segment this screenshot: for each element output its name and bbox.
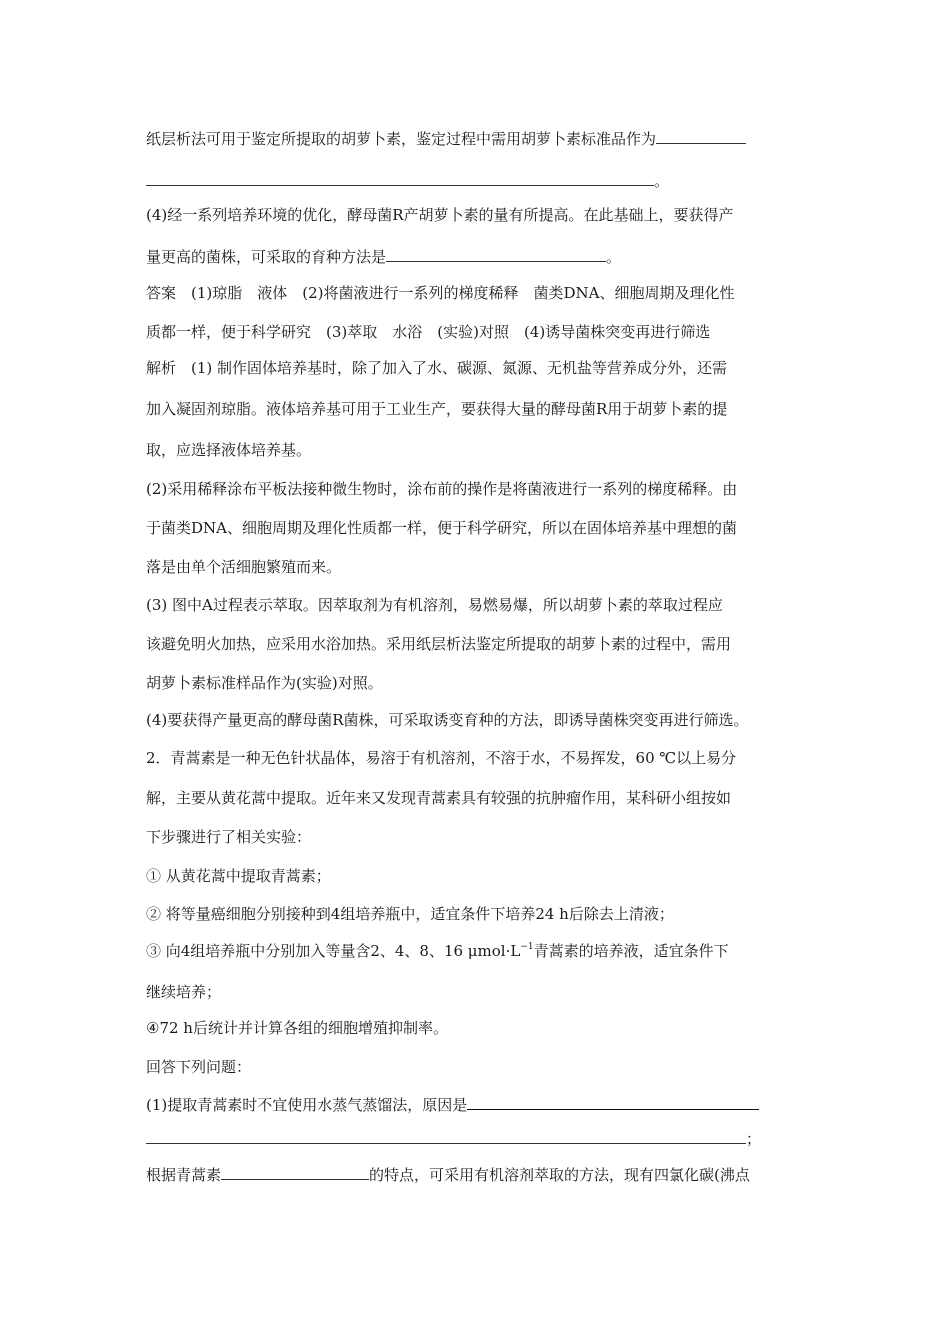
line-text: ① 从黄花蒿中提取青蒿素； — [146, 867, 331, 885]
analysis-line — [146, 595, 811, 615]
analysis-line — [146, 673, 811, 693]
analysis-line — [146, 479, 811, 499]
line-text: (3) 图中A过程表示萃取。因萃取剂为有机溶剂，易燃易爆，所以胡萝卜素的萃取过程应 — [146, 596, 723, 614]
analysis-line — [146, 358, 811, 378]
line-text: (4)要获得产量更高的酵母菌R菌株，可采取诱变育种的方法，即诱导菌株突变再进行筛选。 — [146, 711, 749, 729]
line-text: 继续培养； — [146, 983, 222, 1001]
question-line — [146, 1094, 811, 1114]
line-text: 的特点，可采用有机溶剂萃取的方法，现有四氯化碳(沸点 — [369, 1166, 750, 1184]
line-text: (2)采用稀释涂布平板法接种微生物时，涂布前的操作是将菌液进行一系列的梯度稀释。由 — [146, 480, 738, 498]
line-text: (1)提取青蒿素时不宜使用水蒸气蒸馏法，原因是 — [146, 1096, 468, 1114]
line-text: 取，应选择液体培养基。 — [146, 441, 312, 459]
answer-blank[interactable] — [221, 1164, 369, 1180]
line-text: ② 将等量癌细胞分别接种到4组培养瓶中，适宜条件下培养24 h后除去上清液； — [146, 905, 674, 923]
text-line — [146, 1057, 811, 1077]
text-line — [146, 128, 811, 148]
line-text: ③ 向4组培养瓶中分别加入等量含2、4、8、16 μmol·L — [146, 942, 521, 960]
text-line — [146, 246, 811, 266]
line-text: 答案 (1)琼脂 液体 (2)将菌液进行一系列的梯度稀释 菌类DNA、细胞周期及理化性 — [146, 284, 735, 302]
answer-line — [146, 283, 811, 303]
question-2-line — [146, 788, 811, 808]
text-line — [146, 1128, 811, 1148]
answer-blank[interactable] — [656, 128, 746, 144]
line-text: ④72 h后统计并计算各组的细胞增殖抑制率。 — [146, 1019, 448, 1037]
step-line — [146, 866, 811, 886]
line-text: 解析 (1) 制作固体培养基时，除了加入了水、碳源、氮源、无机盐等营养成分外，还需 — [146, 359, 728, 377]
step-line — [146, 982, 811, 1002]
line-text: 。 — [606, 248, 622, 266]
question-4-line — [146, 205, 811, 225]
question-2-line — [146, 748, 811, 768]
analysis-line — [146, 399, 811, 419]
line-text: 质都一样，便于科学研究 (3)萃取 水浴 (实验)对照 (4)诱导菌株突变再进行筛选 — [146, 323, 711, 341]
analysis-line — [146, 440, 811, 460]
question-2-line — [146, 827, 811, 847]
answer-blank[interactable] — [146, 1128, 746, 1144]
line-text: 落是由单个活细胞繁殖而来。 — [146, 558, 342, 576]
superscript: −1 — [520, 942, 534, 952]
line-text: 胡萝卜素标准样品作为(实验)对照。 — [146, 674, 383, 692]
analysis-line — [146, 518, 811, 538]
analysis-line — [146, 710, 811, 730]
line-text: 青蒿素的培养液，适宜条件下 — [533, 942, 729, 960]
step-line — [146, 904, 811, 924]
line-text: 该避免明火加热，应采用水浴加热。采用纸层析法鉴定所提取的胡萝卜素的过程中，需用 — [146, 635, 732, 653]
answer-blank[interactable] — [467, 1094, 759, 1110]
line-text: 量更高的菌株，可采取的育种方法是 — [146, 248, 387, 266]
line-text: (4)经一系列培养环境的优化，酵母菌R产胡萝卜素的量有所提高。在此基础上，要获得产 — [146, 206, 734, 224]
answer-line — [146, 322, 811, 342]
step-line — [146, 1018, 811, 1038]
line-text: ； — [746, 1130, 762, 1148]
line-text: 加入凝固剂琼脂。液体培养基可用于工业生产，要获得大量的酵母菌R用于胡萝卜素的提 — [146, 400, 728, 418]
analysis-line — [146, 557, 811, 577]
line-text: 下步骤进行了相关实验： — [146, 828, 312, 846]
line-text: 解，主要从黄花蒿中提取。近年来又发现青蒿素具有较强的抗肿瘤作用，某科研小组按如 — [146, 789, 732, 807]
answer-blank[interactable] — [146, 170, 654, 186]
step-line — [146, 941, 811, 961]
line-text: 2．青蒿素是一种无色针状晶体，易溶于有机溶剂，不溶于水，不易挥发，60 ℃以上易分 — [146, 749, 737, 767]
answer-blank[interactable] — [386, 246, 606, 262]
line-text: 于菌类DNA、细胞周期及理化性质都一样，便于科学研究，所以在固体培养基中理想的菌 — [146, 519, 737, 537]
question-line — [146, 1164, 811, 1184]
analysis-line — [146, 634, 811, 654]
line-text: 回答下列问题： — [146, 1058, 252, 1076]
line-text: 根据青蒿素 — [146, 1166, 222, 1184]
text-line — [146, 170, 811, 190]
line-text: 纸层析法可用于鉴定所提取的胡萝卜素，鉴定过程中需用胡萝卜素标准品作为 — [146, 130, 657, 148]
line-text: 。 — [654, 172, 670, 190]
